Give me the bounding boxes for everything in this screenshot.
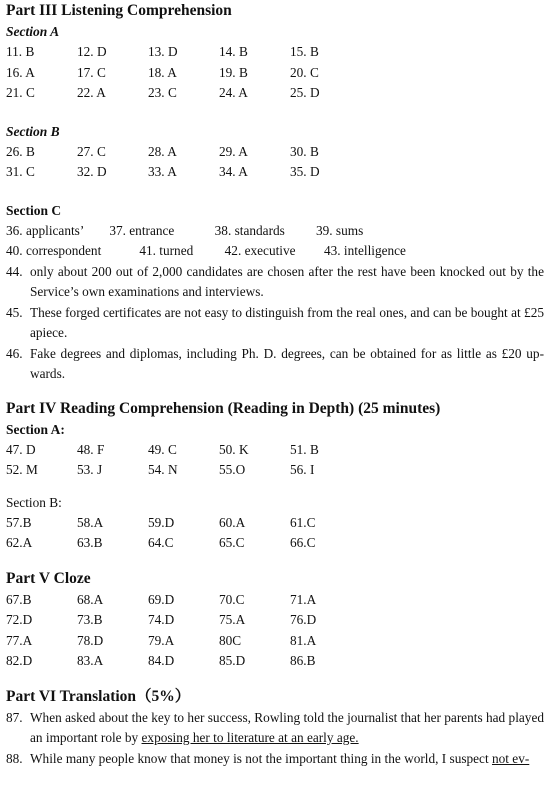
sentence-text: When asked about the key to her success, Rowling told the journalist that her parents had played (30, 709, 544, 725)
answer-item: 78.D (77, 632, 104, 648)
answer-item: 13. D (148, 44, 178, 59)
answer-row (6, 513, 544, 534)
answer-item: 42. executive (224, 243, 296, 258)
answer-item: 12. D (77, 44, 107, 59)
answer-item: 24. A (219, 85, 248, 100)
answer-item: 64.C (148, 535, 174, 550)
answer-item: 41. turned (139, 243, 194, 258)
answer-item: 59.D (148, 514, 175, 530)
underlined-answer: not ev- (491, 750, 530, 766)
part4-title: Part IV Reading Comprehension (Reading in Depth) (25 minutes) (6, 399, 441, 417)
answer-item: 33. A (148, 164, 177, 179)
answer-item: 17. C (77, 64, 106, 80)
answer-row (6, 460, 544, 481)
answer-item: 79.A (148, 632, 175, 648)
answer-item: 27. C (77, 143, 106, 159)
answer-row (6, 590, 544, 611)
answer-item: 85.D (219, 653, 246, 668)
answer-item: 43. intelligence (323, 243, 406, 258)
answer-item: 70.C (219, 591, 245, 607)
part5-answers (6, 590, 544, 672)
answer-item: 83.A (77, 653, 104, 668)
answer-item: 65.C (219, 535, 245, 550)
sentence-number: 46. (6, 345, 23, 361)
answer-row (6, 42, 544, 63)
answer-item: 22. A (77, 85, 106, 100)
answer-item: 76.D (290, 612, 317, 627)
part3-section-b-heading: Section B (6, 123, 60, 139)
part4-section-a-answers (6, 440, 544, 481)
answer-row (6, 610, 544, 631)
answer-item: 26. B (6, 143, 35, 159)
answer-item: 66.C (290, 535, 316, 550)
answer-item: 32. D (77, 164, 107, 179)
answer-item: 31. C (6, 164, 35, 179)
part4-section-b-answers (6, 513, 544, 554)
sentence-answer (6, 303, 544, 344)
sentence-number: 88. (6, 750, 23, 766)
answer-item: 37. entrance (109, 222, 175, 238)
answer-item: 35. D (290, 164, 320, 179)
sentence-text: Fake degrees and diplomas, including Ph. D. degrees, can be obtained for as little as £20 up-wards. (30, 345, 544, 381)
answer-item: 36. applicants’ (6, 222, 85, 238)
sentence-text: only about 200 out of 2,000 candidates are chosen after the rest have been knocked out by the Service’s own examinations and interviews. (30, 263, 544, 299)
answer-key-document (6, 0, 544, 769)
part4-section-b-heading: Section B: (6, 494, 62, 510)
answer-row (6, 63, 544, 84)
sentence-text: These forged certificates are not easy to distinguish from the real ones, and can be bought at £25 apiece. (30, 304, 544, 340)
answer-item: 16. A (6, 64, 35, 80)
answer-item: 82.D (6, 653, 33, 668)
part3-section-c-heading: Section C (6, 202, 62, 218)
answer-item: 58.A (77, 514, 104, 530)
answer-item: 23. C (148, 85, 177, 100)
sentence-number: 45. (6, 304, 23, 320)
answer-item: 47. D (6, 441, 36, 457)
sentence-answer (6, 749, 544, 770)
sentence-number: 87. (6, 709, 23, 725)
answer-row (6, 83, 544, 104)
part5-title: Part V Cloze (6, 569, 91, 587)
answer-item: 52. M (6, 462, 38, 477)
answer-item: 71.A (290, 591, 317, 607)
answer-item: 86.B (290, 653, 316, 668)
answer-item: 29. A (219, 143, 248, 159)
answer-item: 40. correspondent (6, 243, 102, 258)
sentence-text: an important role by (30, 730, 142, 745)
answer-item: 39. sums (315, 222, 364, 238)
answer-item: 67.B (6, 591, 32, 607)
answer-item: 84.D (148, 653, 175, 668)
answer-item: 54. N (148, 462, 178, 477)
answer-item: 38. standards (214, 222, 285, 238)
answer-item: 15. B (290, 44, 319, 59)
part6-title: Part VI Translation（5%） (6, 687, 191, 705)
answer-item: 25. D (290, 85, 320, 100)
answer-item: 48. F (77, 441, 105, 457)
answer-item: 11. B (6, 44, 35, 59)
answer-row (6, 440, 544, 461)
sentence-answer (6, 262, 544, 303)
answer-item: 62.A (6, 535, 33, 550)
answer-item: 28. A (148, 143, 177, 159)
answer-item: 81.A (290, 632, 317, 648)
answer-item: 20. C (290, 64, 319, 80)
answer-item: 49. C (148, 441, 177, 457)
answer-item: 30. B (290, 143, 319, 159)
part3-title: Part III Listening Comprehension (6, 2, 232, 19)
answer-item: 80C (219, 632, 242, 648)
answer-item: 34. A (219, 164, 248, 179)
answer-item: 21. C (6, 85, 35, 100)
answer-item: 18. A (148, 64, 177, 80)
answer-item: 74.D (148, 612, 175, 627)
part4-section-a-heading: Section A: (6, 421, 65, 437)
answer-row (6, 533, 544, 554)
answer-item: 61.C (290, 514, 316, 530)
section-c-word-row (6, 221, 544, 242)
part3-section-b-answers (6, 142, 544, 183)
sentence-answer (6, 344, 544, 385)
answer-item: 63.B (77, 535, 103, 550)
answer-row (6, 631, 544, 652)
part3-section-a-heading: Section A (6, 24, 60, 39)
answer-item: 51. B (290, 441, 319, 457)
answer-item: 73.B (77, 612, 103, 627)
answer-item: 56. I (290, 462, 315, 477)
answer-item: 77.A (6, 632, 33, 648)
answer-item: 55.O (219, 462, 246, 477)
sentence-answer (6, 708, 544, 749)
answer-item: 75.A (219, 612, 246, 627)
sentence-number: 44. (6, 263, 23, 279)
answer-row (6, 651, 544, 672)
answer-row (6, 162, 544, 183)
answer-item: 53. J (77, 462, 103, 477)
part3-section-a-answers (6, 42, 544, 104)
answer-row (6, 142, 544, 163)
section-c-word-row (6, 241, 544, 262)
answer-item: 69.D (148, 591, 175, 607)
answer-item: 50. K (219, 441, 249, 457)
answer-item: 68.A (77, 591, 104, 607)
sentence-text: While many people know that money is not the important thing in the world, I suspect (30, 750, 492, 766)
answer-item: 60.A (219, 514, 246, 530)
answer-item: 57.B (6, 514, 32, 530)
underlined-answer: exposing her to literature at an early age. (141, 730, 359, 745)
answer-item: 19. B (219, 64, 248, 80)
answer-item: 72.D (6, 612, 33, 627)
answer-item: 14. B (219, 44, 248, 59)
